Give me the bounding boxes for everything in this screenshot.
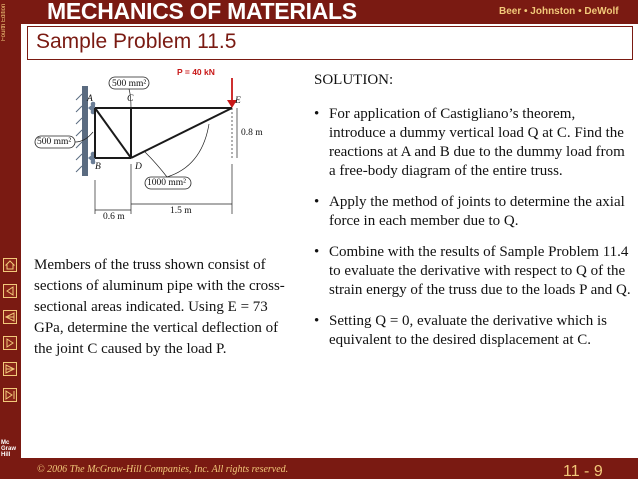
solution-heading: SOLUTION: bbox=[314, 72, 394, 88]
area-label-bottom: 1000 mm² bbox=[147, 178, 187, 188]
authors: Beer • Johnston • DeWolf bbox=[499, 6, 619, 17]
bullet-text: For application of Castigliano’s theorem, introduce a dummy vertical load Q at C. Find the reactions at A and B due to the dummy load from a free-body diagram of the entire truss. bbox=[329, 106, 625, 179]
dimension-label-height: 0.8 m bbox=[241, 128, 263, 138]
solution-bullet bbox=[312, 243, 634, 300]
edition-label: Fourth Edition bbox=[1, 3, 7, 41]
area-label-left: 500 mm² bbox=[37, 137, 72, 147]
previous-slide-button[interactable] bbox=[3, 284, 17, 298]
bullet-marker: • bbox=[314, 313, 320, 329]
dimension-label-width-1: 0.6 m bbox=[103, 212, 125, 222]
solution-bullet bbox=[312, 105, 634, 181]
dimension-label-width-2: 1.5 m bbox=[170, 206, 192, 216]
forward-button[interactable] bbox=[3, 362, 17, 376]
load-label: P = 40 kN bbox=[177, 67, 215, 77]
back-arrow-icon bbox=[4, 311, 16, 323]
bullet-marker: • bbox=[314, 106, 320, 122]
joint-label-a: A bbox=[87, 94, 93, 104]
footer-bar bbox=[21, 458, 638, 479]
wall-hatching bbox=[76, 94, 82, 172]
bullet-text: Apply the method of joints to determine the axial force in each member due to Q. bbox=[329, 194, 625, 229]
end-icon bbox=[4, 389, 16, 401]
solution-bullets bbox=[312, 105, 634, 362]
truss-figure bbox=[27, 64, 302, 224]
slide-title-box bbox=[27, 26, 633, 60]
publisher-logo: Mc Graw Hill bbox=[1, 440, 17, 458]
next-slide-button[interactable] bbox=[3, 336, 17, 350]
joint-label-d: D bbox=[135, 162, 142, 172]
solution-bullet bbox=[312, 312, 634, 350]
joint-label-e: E bbox=[235, 96, 241, 106]
back-button[interactable] bbox=[3, 310, 17, 324]
bullet-marker: • bbox=[314, 194, 320, 210]
joint-label-b: B bbox=[95, 162, 101, 172]
dimension-lines bbox=[95, 108, 237, 214]
course-title: MECHANICS OF MATERIALS bbox=[47, 0, 357, 24]
right-arrow-icon bbox=[4, 337, 16, 349]
home-icon bbox=[4, 259, 16, 271]
bullet-text: Combine with the results of Sample Problem 11.4 to evaluate the derivative with respect to Q of the strain energy of the truss due to the loads P and Q. bbox=[329, 244, 631, 298]
copyright: © 2006 The McGraw-Hill Companies, Inc. All rights reserved. bbox=[37, 464, 289, 475]
slide-title: Sample Problem 11.5 bbox=[36, 30, 237, 53]
solution-bullet bbox=[312, 193, 634, 231]
left-arrow-icon bbox=[4, 285, 16, 297]
joint-label-c: C bbox=[127, 94, 134, 104]
forward-arrow-icon bbox=[4, 363, 16, 375]
truss-members bbox=[95, 108, 232, 158]
left-sidebar bbox=[0, 0, 21, 479]
bullet-marker: • bbox=[314, 244, 320, 260]
member-de bbox=[131, 108, 232, 158]
end-nav-button[interactable] bbox=[3, 388, 17, 402]
bullet-text: Setting Q = 0, evaluate the derivative which is equivalent to the desired displacement at C. bbox=[329, 313, 607, 348]
member-ad bbox=[95, 108, 131, 158]
problem-statement: Members of the truss shown consist of sections of aluminum pipe with the cross-sectional areas indicated. Using E = 73 GPa, determine the vertical deflection of the joint C caused by the load P. bbox=[34, 257, 285, 357]
page-number: 11 - 9 bbox=[563, 463, 603, 480]
header-bar bbox=[21, 0, 638, 24]
area-label-top: 500 mm² bbox=[112, 79, 147, 89]
home-nav-button[interactable] bbox=[3, 258, 17, 272]
